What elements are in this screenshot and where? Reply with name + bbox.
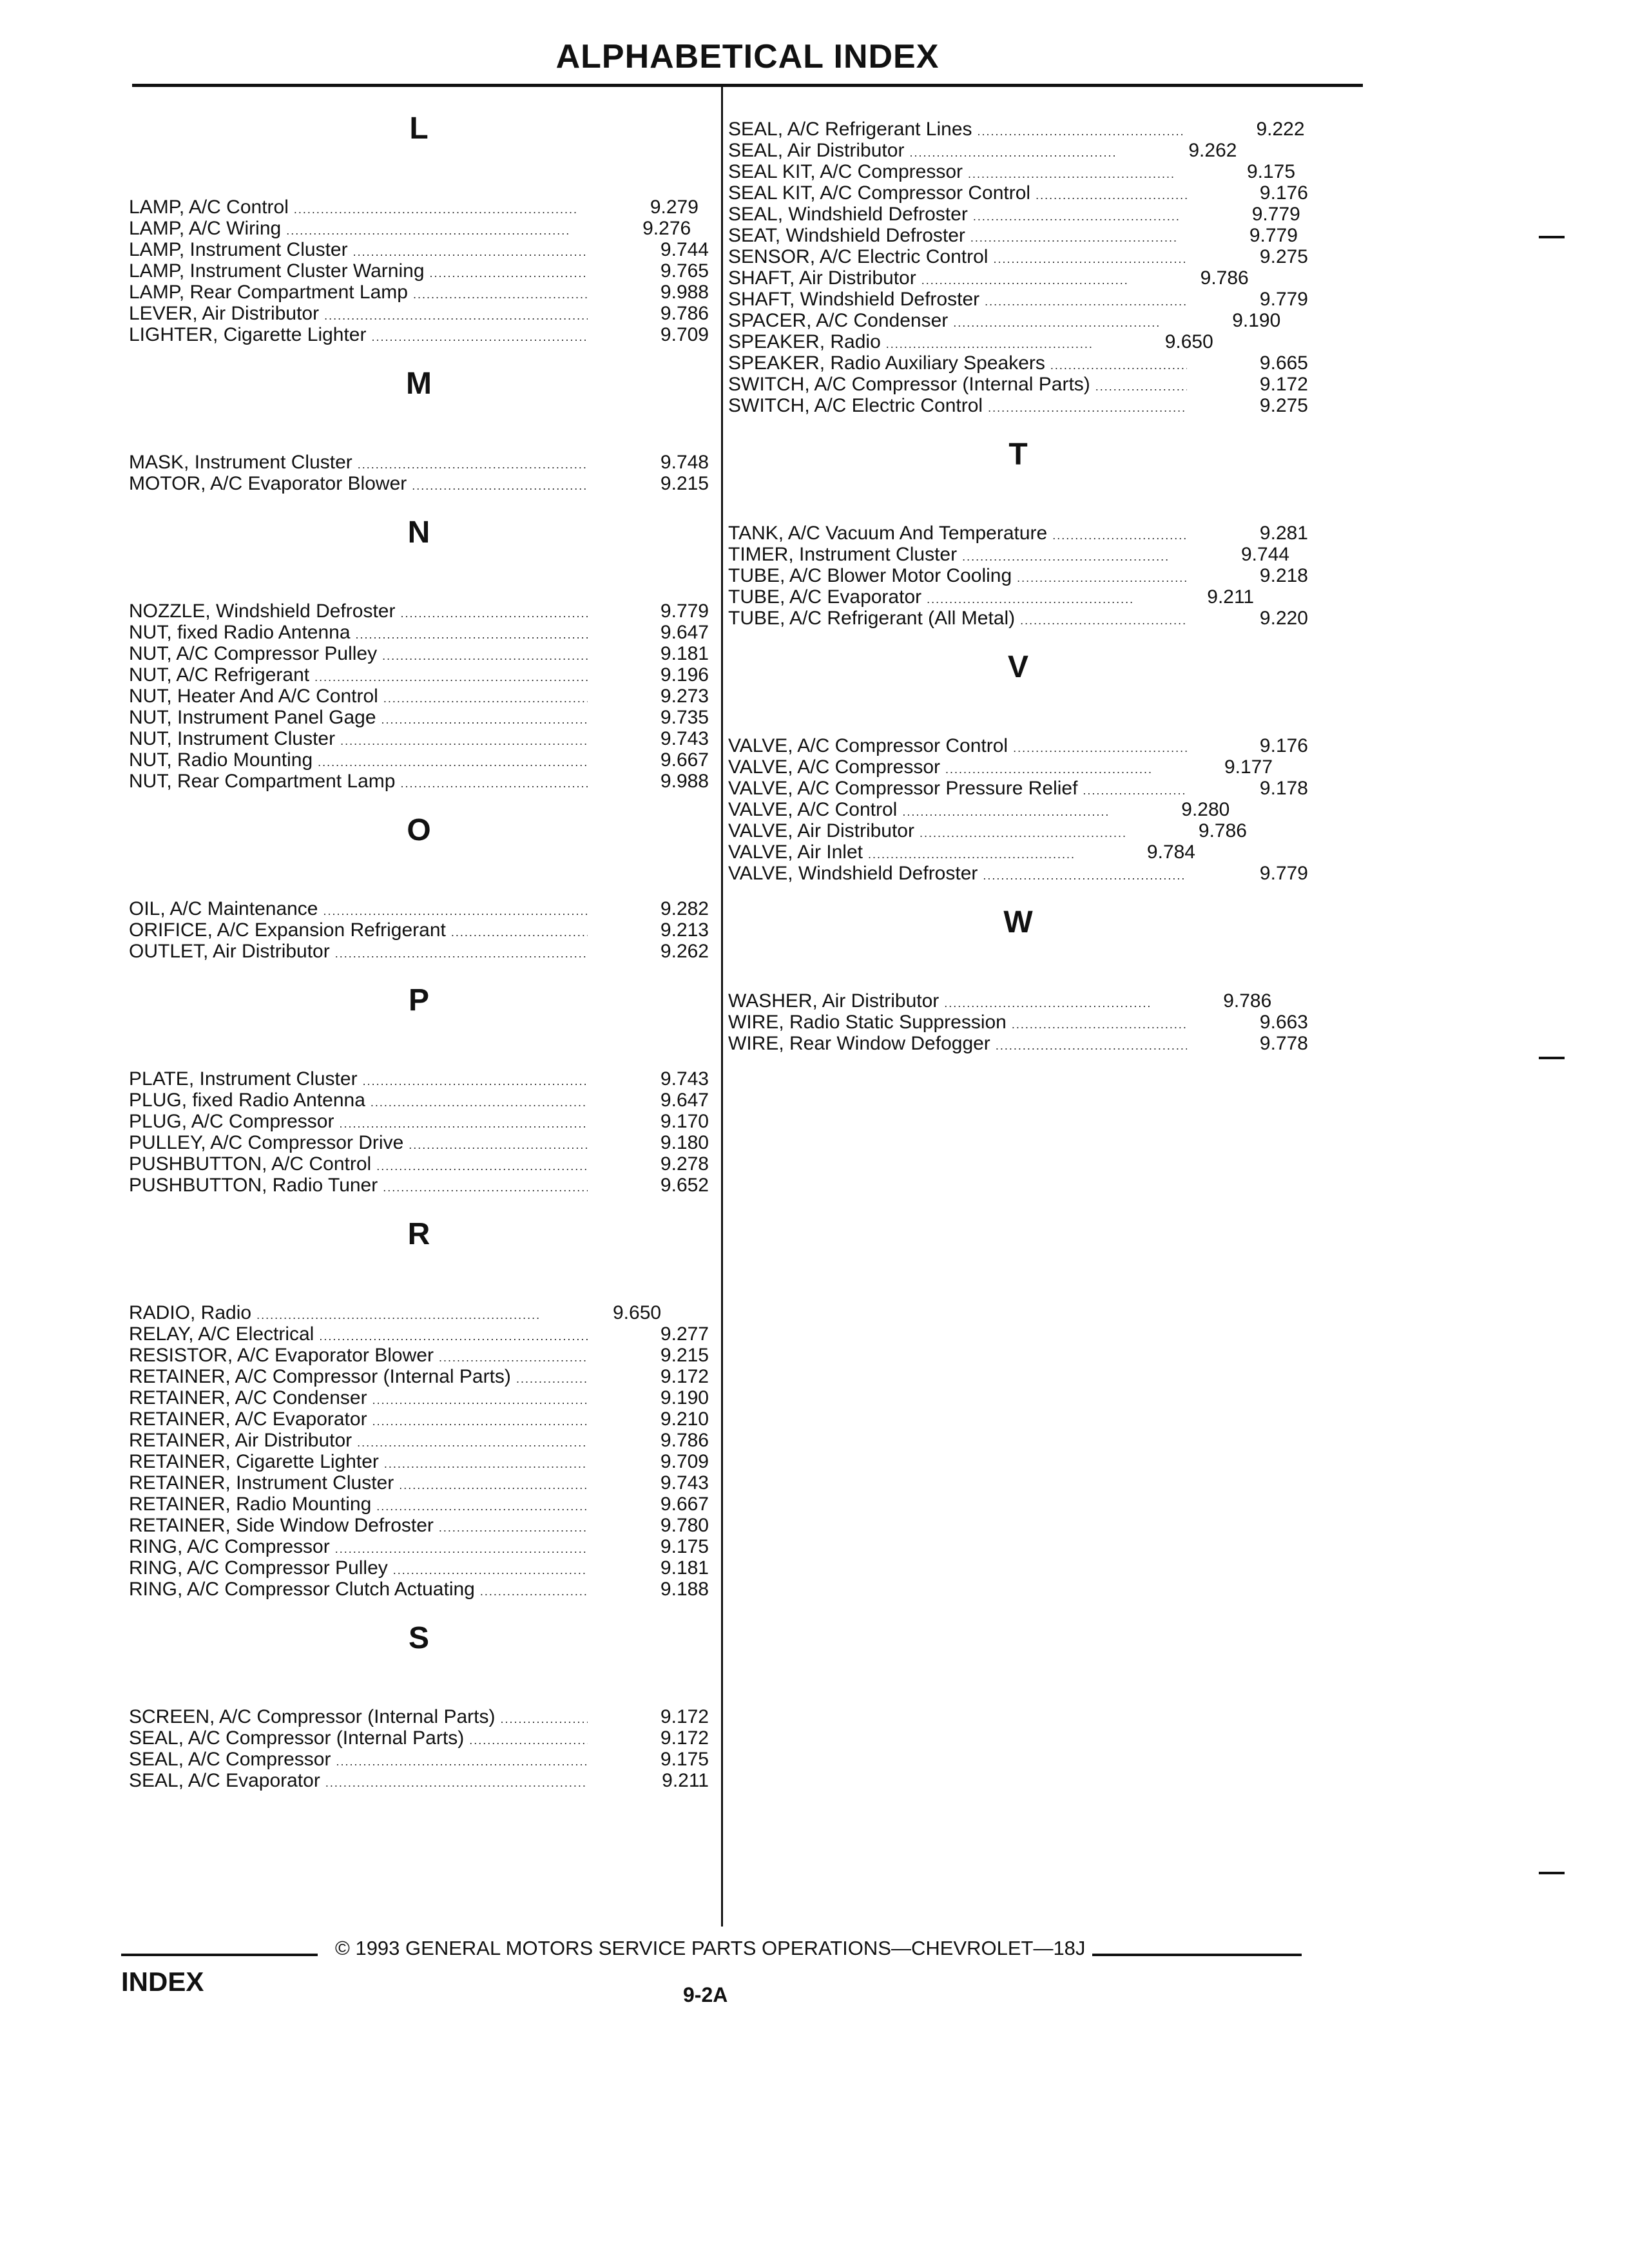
entry-text: PLATE, Instrument Cluster [129,1068,358,1090]
index-entry [728,523,1308,544]
entry-text: NUT, Radio Mounting [129,749,313,771]
entry-text: TIMER, Instrument Cluster [728,544,958,565]
entry-page-number: 9.180 [660,1132,709,1153]
entry-text: RETAINER, Side Window Defroster [129,1515,434,1536]
index-entry [129,1090,709,1111]
entry-page-number: 9.281 [1259,523,1308,544]
entry-page-number: 9.743 [660,1472,709,1494]
index-entry [129,473,709,494]
entry-page-number: 9.176 [1259,182,1308,204]
entry-text: LAMP, Instrument Cluster [129,239,348,260]
entry-page-number: 9.188 [660,1579,709,1600]
entry-page-number: 9.273 [660,686,709,707]
index-entry [728,586,1308,608]
entry-page-number: 9.279 [650,197,699,218]
entry-page-number: 9.215 [660,1345,709,1366]
entry-page-number: 9.172 [660,1366,709,1387]
entry-page-number: 9.170 [660,1111,709,1132]
entry-page-number: 9.663 [1259,1012,1308,1033]
index-entry [129,1132,709,1153]
index-section [728,903,1308,1054]
dot-leader [902,802,1108,823]
entry-text: RING, A/C Compressor [129,1536,330,1557]
entry-page-number: 9.667 [660,1494,709,1515]
title-rule [132,84,1363,87]
index-entry [728,990,1308,1012]
entry-page-number: 9.175 [1246,161,1296,182]
entry-text: MASK, Instrument Cluster [129,452,352,473]
dot-leader [357,1432,588,1454]
entry-text: NUT, Heater And A/C Control [129,686,378,707]
entry-text: SEAL KIT, A/C Compressor Control [728,182,1031,204]
page-number: 9-2A [683,1983,728,2006]
index-entry [728,778,1308,799]
entry-page-number: 9.647 [660,622,709,643]
entry-text: TUBE, A/C Evaporator [728,586,922,608]
index-entry [728,735,1308,756]
entry-text: OIL, A/C Maintenance [129,898,318,919]
entry-text: SEAL KIT, A/C Compressor [728,161,963,182]
entry-page-number: 9.988 [660,771,709,792]
index-section [728,648,1308,884]
entry-text: LAMP, A/C Wiring [129,218,282,239]
entry-text: NUT, Instrument Panel Gage [129,707,376,728]
index-entry [129,1557,709,1579]
entry-text: SWITCH, A/C Electric Control [728,395,983,416]
entry-text: PUSHBUTTON, Radio Tuner [129,1175,378,1196]
entry-page-number: 9.220 [1259,608,1308,629]
entry-text: NUT, fixed Radio Antenna [129,622,351,643]
entry-text: VALVE, A/C Compressor Control [728,735,1008,756]
footer-rule-right [1092,1954,1302,1956]
dot-leader [382,646,588,667]
entry-text: OUTLET, Air Distributor [129,941,330,962]
dot-leader [451,922,588,943]
entry-page-number: 9.172 [1259,374,1308,395]
index-entry [728,841,1308,863]
entry-page-number: 9.276 [642,218,691,239]
entry-page-number: 9.709 [660,1451,709,1472]
entry-text: VALVE, Air Inlet [728,841,863,863]
index-entry [129,1472,709,1494]
index-entry [129,1770,709,1791]
index-entry [129,1387,709,1408]
entry-text: SENSOR, A/C Electric Control [728,246,988,267]
entry-page-number: 9.743 [660,1068,709,1090]
index-entry [129,1536,709,1557]
entry-text: VALVE, Air Distributor [728,820,914,841]
index-section [129,981,709,1196]
index-entry [129,1153,709,1175]
entry-page-number: 9.218 [1259,565,1308,586]
entry-text: WIRE, Radio Static Suppression [728,1012,1007,1033]
index-entry [129,1515,709,1536]
entry-page-number: 9.667 [660,749,709,771]
dot-leader [412,476,588,497]
entry-page-number: 9.786 [1200,267,1249,289]
index-entry [129,749,709,771]
section-letter-heading: T [1008,437,1028,472]
index-entry [728,267,1308,289]
dot-leader [1036,185,1187,206]
entry-text: RESISTOR, A/C Evaporator Blower [129,1345,434,1366]
dot-leader [325,1773,588,1794]
section-letter-heading: O [407,813,431,847]
index-entry [728,756,1308,778]
column-divider [721,84,723,1927]
section-letter-heading: M [406,367,432,401]
entry-page-number: 9.779 [1249,225,1298,246]
entry-page-number: 9.665 [1259,352,1308,374]
index-entry [129,728,709,749]
entry-page-number: 9.190 [660,1387,709,1408]
entry-text: RING, A/C Compressor Pulley [129,1557,388,1579]
dot-leader [413,284,588,305]
entry-text: RETAINER, Instrument Cluster [129,1472,394,1494]
index-entry [728,225,1308,246]
entry-text: SHAFT, Air Distributor [728,267,916,289]
entry-page-number: 9.744 [1241,544,1290,565]
entry-page-number: 9.786 [660,303,709,324]
entry-text: NOZZLE, Windshield Defroster [129,601,396,622]
index-entry [129,1494,709,1515]
margin-tick-mark [1539,1872,1565,1874]
entry-text: PLUG, A/C Compressor [129,1111,334,1132]
entry-text: SCREEN, A/C Compressor (Internal Parts) [129,1706,496,1727]
entry-page-number: 9.262 [1188,140,1237,161]
dot-leader [973,206,1179,227]
index-entry [129,941,709,962]
index-entry [129,1451,709,1472]
entry-page-number: 9.786 [660,1430,709,1451]
index-section [129,365,709,494]
dot-leader [340,731,588,752]
entry-text: SPEAKER, Radio Auxiliary Speakers [728,352,1045,374]
index-entry [728,863,1308,884]
entry-text: SEAL, Air Distributor [728,140,905,161]
entry-text: RETAINER, Radio Mounting [129,1494,372,1515]
index-entry [129,1408,709,1430]
entry-page-number: 9.744 [660,239,709,260]
dot-leader [383,688,588,709]
dot-leader [983,865,1187,887]
index-entry [129,707,709,728]
dot-leader [372,1411,588,1432]
index-entry [129,664,709,686]
entry-page-number: 9.650 [613,1302,662,1323]
dot-leader [381,709,588,731]
index-entry [728,289,1308,310]
index-entry [129,303,709,324]
page-title: ALPHABETICAL INDEX [555,38,940,75]
entry-text: TANK, A/C Vacuum And Temperature [728,523,1048,544]
entry-text: RELAY, A/C Electrical [129,1323,314,1345]
dot-leader [409,1135,588,1156]
index-section [129,1215,709,1600]
dot-leader [501,1709,588,1730]
entry-text: SPACER, A/C Condenser [728,310,949,331]
entry-text: LAMP, Instrument Cluster Warning [129,260,425,282]
dot-leader [985,291,1187,312]
index-entry [129,1345,709,1366]
entry-text: VALVE, A/C Compressor [728,756,941,778]
entry-page-number: 9.215 [660,473,709,494]
index-section [129,1619,709,1791]
entry-text: RETAINER, Cigarette Lighter [129,1451,379,1472]
index-entry [728,331,1308,352]
entry-page-number: 9.190 [1232,310,1281,331]
index-section [728,436,1308,629]
entry-page-number: 9.988 [660,282,709,303]
entry-page-number: 9.211 [1207,586,1255,608]
entry-page-number: 9.222 [1256,119,1305,140]
index-entry [129,197,709,218]
entry-text: PLUG, fixed Radio Antenna [129,1090,365,1111]
index-section [728,119,1308,416]
left-index-column [129,90,709,1791]
dot-leader [399,1475,588,1496]
index-entry [129,1111,709,1132]
dot-leader [372,1390,588,1411]
entry-page-number: 9.748 [660,452,709,473]
entry-page-number: 9.211 [662,1770,709,1791]
index-entry [129,452,709,473]
dot-leader [1095,376,1187,398]
section-letter-heading: W [1003,905,1033,939]
entry-text: MOTOR, A/C Evaporator Blower [129,473,407,494]
dot-leader [1012,1014,1187,1035]
entry-text: RETAINER, A/C Evaporator [129,1408,367,1430]
dot-leader [336,1751,588,1773]
entry-page-number: 9.709 [660,324,709,345]
entry-text: SPEAKER, Radio [728,331,881,352]
entry-page-number: 9.196 [660,664,709,686]
entry-text: NUT, A/C Compressor Pulley [129,643,378,664]
index-section [129,811,709,962]
footer-section-label: INDEX [121,1966,204,1997]
entry-page-number: 9.280 [1181,799,1230,820]
entry-page-number: 9.262 [660,941,709,962]
index-entry [129,771,709,792]
dot-leader [383,1177,588,1198]
dot-leader [970,227,1177,249]
entry-text: SHAFT, Windshield Defroster [728,289,980,310]
index-entry [728,1012,1308,1033]
index-entry [728,1033,1308,1054]
entry-page-number: 9.177 [1224,756,1273,778]
entry-page-number: 9.779 [1259,289,1308,310]
index-entry [728,204,1308,225]
entry-text: VALVE, A/C Compressor Pressure Relief [728,778,1078,799]
index-entry [728,140,1308,161]
entry-text: RETAINER, A/C Compressor (Internal Parts) [129,1366,511,1387]
index-entry [129,324,709,345]
dot-leader [356,624,588,646]
index-entry [728,395,1308,416]
entry-text: SEAT, Windshield Defroster [728,225,965,246]
dot-leader [400,603,588,624]
entry-text: SEAL, A/C Compressor [129,1749,331,1770]
index-entry [728,352,1308,374]
entry-page-number: 9.172 [660,1706,709,1727]
entry-page-number: 9.277 [660,1323,709,1345]
entry-text: PUSHBUTTON, A/C Control [129,1153,372,1175]
dot-leader [430,263,588,284]
entry-page-number: 9.172 [660,1727,709,1749]
section-letter-heading: P [408,983,429,1017]
entry-page-number: 9.213 [660,919,709,941]
dot-leader [384,1454,588,1475]
index-entry [728,374,1308,395]
entry-text: NUT, A/C Refrigerant [129,664,310,686]
dot-leader [400,773,588,794]
entry-page-number: 9.275 [1259,246,1308,267]
entry-page-number: 9.765 [660,260,709,282]
index-entry [129,1302,709,1323]
entry-page-number: 9.275 [1259,395,1308,416]
entry-text: RETAINER, Air Distributor [129,1430,352,1451]
dot-leader [480,1581,588,1602]
index-entry [728,119,1308,140]
index-entry [129,1706,709,1727]
index-entry [129,643,709,664]
entry-page-number: 9.743 [660,728,709,749]
dot-leader [988,398,1187,419]
dot-leader [516,1369,588,1390]
entry-text: VALVE, A/C Control [728,799,898,820]
right-index-column [728,119,1308,1054]
entry-text: LIGHTER, Cigarette Lighter [129,324,367,345]
entry-text: NUT, Rear Compartment Lamp [129,771,396,792]
margin-tick-mark [1539,236,1565,238]
section-letter-heading: R [407,1217,430,1251]
entry-text: RADIO, Radio [129,1302,252,1323]
index-entry [728,246,1308,267]
entry-page-number: 9.647 [660,1090,709,1111]
entry-text: VALVE, Windshield Defroster [728,863,978,884]
entry-page-number: 9.175 [660,1749,709,1770]
dot-leader [371,1092,588,1113]
entry-text: NUT, Instrument Cluster [129,728,336,749]
section-letter-heading: V [1007,650,1028,684]
index-entry [129,622,709,643]
entry-text: WASHER, Air Distributor [728,990,940,1012]
index-section [129,110,709,345]
entry-text: SEAL, A/C Refrigerant Lines [728,119,972,140]
entry-page-number: 9.210 [660,1408,709,1430]
entry-page-number: 9.650 [1164,331,1213,352]
entry-text: RING, A/C Compressor Clutch Actuating [129,1579,475,1600]
entry-page-number: 9.176 [1259,735,1308,756]
entry-page-number: 9.786 [1223,990,1272,1012]
entry-page-number: 9.282 [660,898,709,919]
section-letter-heading: S [408,1621,429,1655]
entry-text: LEVER, Air Distributor [129,303,320,324]
entry-page-number: 9.652 [660,1175,709,1196]
entry-page-number: 9.181 [660,1557,709,1579]
entry-page-number: 9.778 [1259,1033,1308,1054]
entry-text: PULLEY, A/C Compressor Drive [129,1132,404,1153]
entry-text: TUBE, A/C Blower Motor Cooling [728,565,1012,586]
entry-page-number: 9.786 [1198,820,1247,841]
dot-leader [469,1730,588,1751]
entry-page-number: 9.735 [660,707,709,728]
margin-tick-mark [1539,1057,1565,1059]
entry-text: TUBE, A/C Refrigerant (All Metal) [728,608,1016,629]
footer-rule-left [121,1954,318,1956]
entry-page-number: 9.178 [1259,778,1308,799]
entry-text: WIRE, Rear Window Defogger [728,1033,990,1054]
index-entry [129,919,709,941]
footer-copyright: © 1993 GENERAL MOTORS SERVICE PARTS OPERATIONS—CHEVROLET—18J [335,1937,1086,1959]
entry-page-number: 9.779 [1251,204,1300,225]
entry-page-number: 9.181 [660,643,709,664]
entry-page-number: 9.784 [1146,841,1195,863]
entry-text: SEAL, A/C Compressor (Internal Parts) [129,1727,465,1749]
index-entry [728,544,1308,565]
entry-text: LAMP, Rear Compartment Lamp [129,282,408,303]
dot-leader [439,1517,588,1539]
index-entry [728,799,1308,820]
index-entry [129,601,709,622]
entry-text: SWITCH, A/C Compressor (Internal Parts) [728,374,1090,395]
entry-page-number: 9.779 [1259,863,1308,884]
dot-leader [376,1156,588,1177]
dot-leader [1020,610,1187,631]
index-entry [129,1579,709,1600]
index-entry [129,686,709,707]
index-entry [129,1749,709,1770]
index-entry [129,1323,709,1345]
entry-text: SEAL, Windshield Defroster [728,204,968,225]
dot-leader [1052,525,1187,546]
index-entry [129,239,709,260]
section-letter-heading: N [407,515,430,550]
index-entry [129,1068,709,1090]
index-entry [728,161,1308,182]
index-entry [129,1430,709,1451]
dot-leader [363,1071,588,1092]
entry-text: ORIFICE, A/C Expansion Refrigerant [129,919,446,941]
index-entry [728,182,1308,204]
index-entry [129,1175,709,1196]
index-entry [728,608,1308,629]
entry-page-number: 9.780 [660,1515,709,1536]
index-section [129,514,709,792]
index-entry [129,282,709,303]
index-entry [129,260,709,282]
index-entry [129,1366,709,1387]
index-entry [728,565,1308,586]
entry-text: LAMP, A/C Control [129,197,289,218]
dot-leader [335,943,588,965]
index-entry [728,310,1308,331]
dot-leader [371,327,588,348]
index-entry [129,898,709,919]
index-entry [129,1727,709,1749]
dot-leader [294,199,577,220]
section-letter-heading: L [409,111,429,146]
entry-page-number: 9.278 [660,1153,709,1175]
dot-leader [996,1035,1187,1057]
entry-page-number: 9.779 [660,601,709,622]
index-entry [728,820,1308,841]
index-entry [129,218,709,239]
entry-text: SEAL, A/C Evaporator [129,1770,320,1791]
entry-page-number: 9.175 [660,1536,709,1557]
entry-text: RETAINER, A/C Condenser [129,1387,367,1408]
